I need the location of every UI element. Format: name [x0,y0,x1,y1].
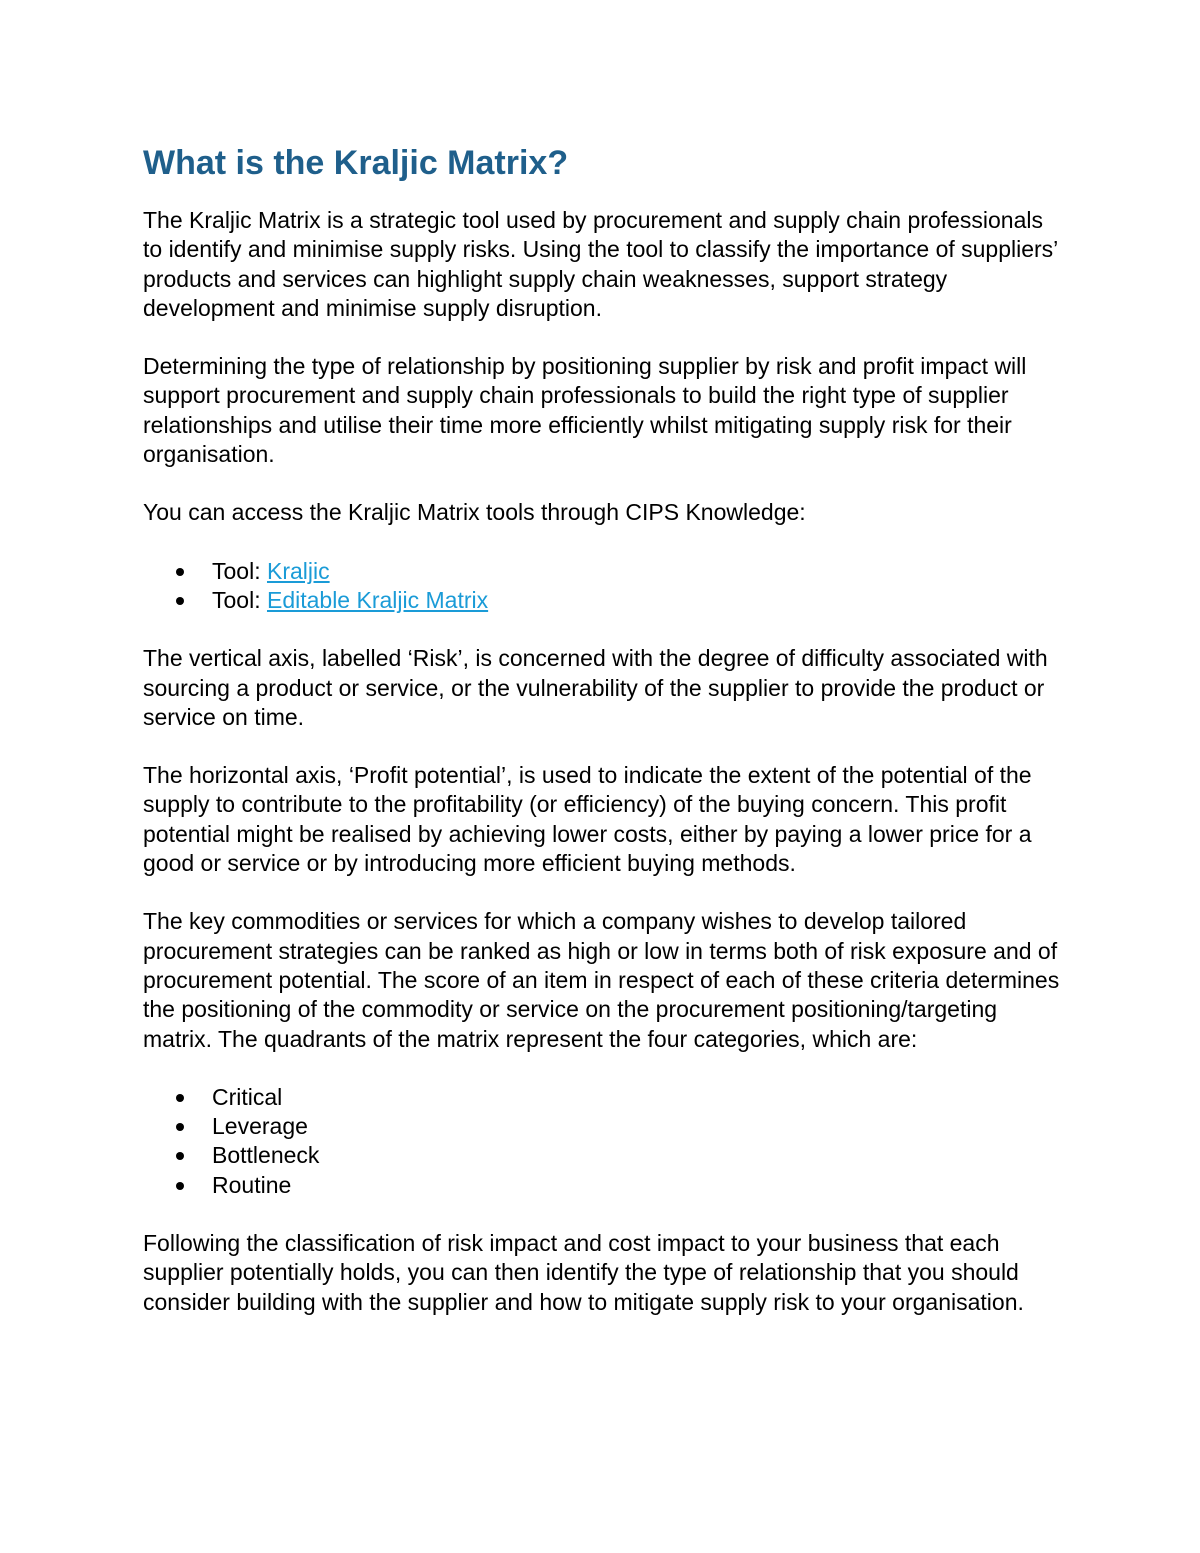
list-item [143,557,1068,586]
bullet-icon [176,597,184,605]
tool-prefix: Tool: [212,557,267,584]
list-item [143,1171,1068,1200]
category-list [143,1083,1068,1200]
list-item [143,1141,1068,1170]
horizontal-axis-paragraph: The horizontal axis, ‘Profit potential’, is used to indicate the extent of the potential of the supply to contribute to the profitability (or efficiency) of the buying concern. This profit potential might be realised by achieving lower costs, either by paying a lower price for a good or service or by introducing more efficient buying methods. [143,762,1032,877]
category-critical: Critical [212,1083,283,1110]
relationship-paragraph: Determining the type of relationship by positioning supplier by risk and profit impact will support procurement and supply chain professionals to build the right type of supplier relationships and utilise their time more efficiently whilst mitigating supply risk for their organisation. [143,353,1027,468]
access-tools-paragraph: You can access the Kraljic Matrix tools through CIPS Knowledge: [143,499,806,526]
bullet-icon [176,1152,184,1160]
category-leverage: Leverage [212,1113,308,1140]
list-item [143,586,1068,615]
bullet-icon [176,1123,184,1131]
closing-paragraph: Following the classification of risk impact and cost impact to your business that each supplier potentially holds, you can then identify the type of relationship that you should consider building with the supplier and how to mitigate supply risk to your organisation. [143,1230,1024,1315]
bullet-icon [176,568,184,576]
category-routine: Routine [212,1171,292,1198]
editable-kraljic-matrix-link[interactable]: Editable Kraljic Matrix [266,586,489,613]
category-bottleneck: Bottleneck [212,1142,320,1169]
key-commodities-paragraph: The key commodities or services for which a company wishes to develop tailored procurement strategies can be ranked as high or low in terms both of risk exposure and of procurement potential. The score of an item in respect of each of these criteria determines the positioning of the commodity or service on the procurement positioning/targeting matrix. The quadrants of the matrix represent the four categories, which are: [143,908,1060,1052]
page-title: What is the Kraljic Matrix? [143,144,569,182]
intro-paragraph: The Kraljic Matrix is a strategic tool used by procurement and supply chain professionals to identify and minimise supply risks. Using the tool to classify the importance of suppliers’ products and services can highlight supply chain weaknesses, support strategy development and minimise supply disruption. [143,207,1058,321]
tool-prefix: Tool: [212,586,267,613]
bullet-icon [176,1094,184,1102]
tool-link-list [143,557,1068,616]
bullet-icon [176,1182,184,1190]
document-body [143,140,1068,1346]
kraljic-tool-link[interactable]: Kraljic [266,557,330,584]
list-item [143,1112,1068,1141]
list-item [143,1083,1068,1112]
vertical-axis-paragraph: The vertical axis, labelled ‘Risk’, is concerned with the degree of difficulty associated with sourcing a product or service, or the vulnerability of the supplier to provide the product or service on time. [143,645,1048,730]
